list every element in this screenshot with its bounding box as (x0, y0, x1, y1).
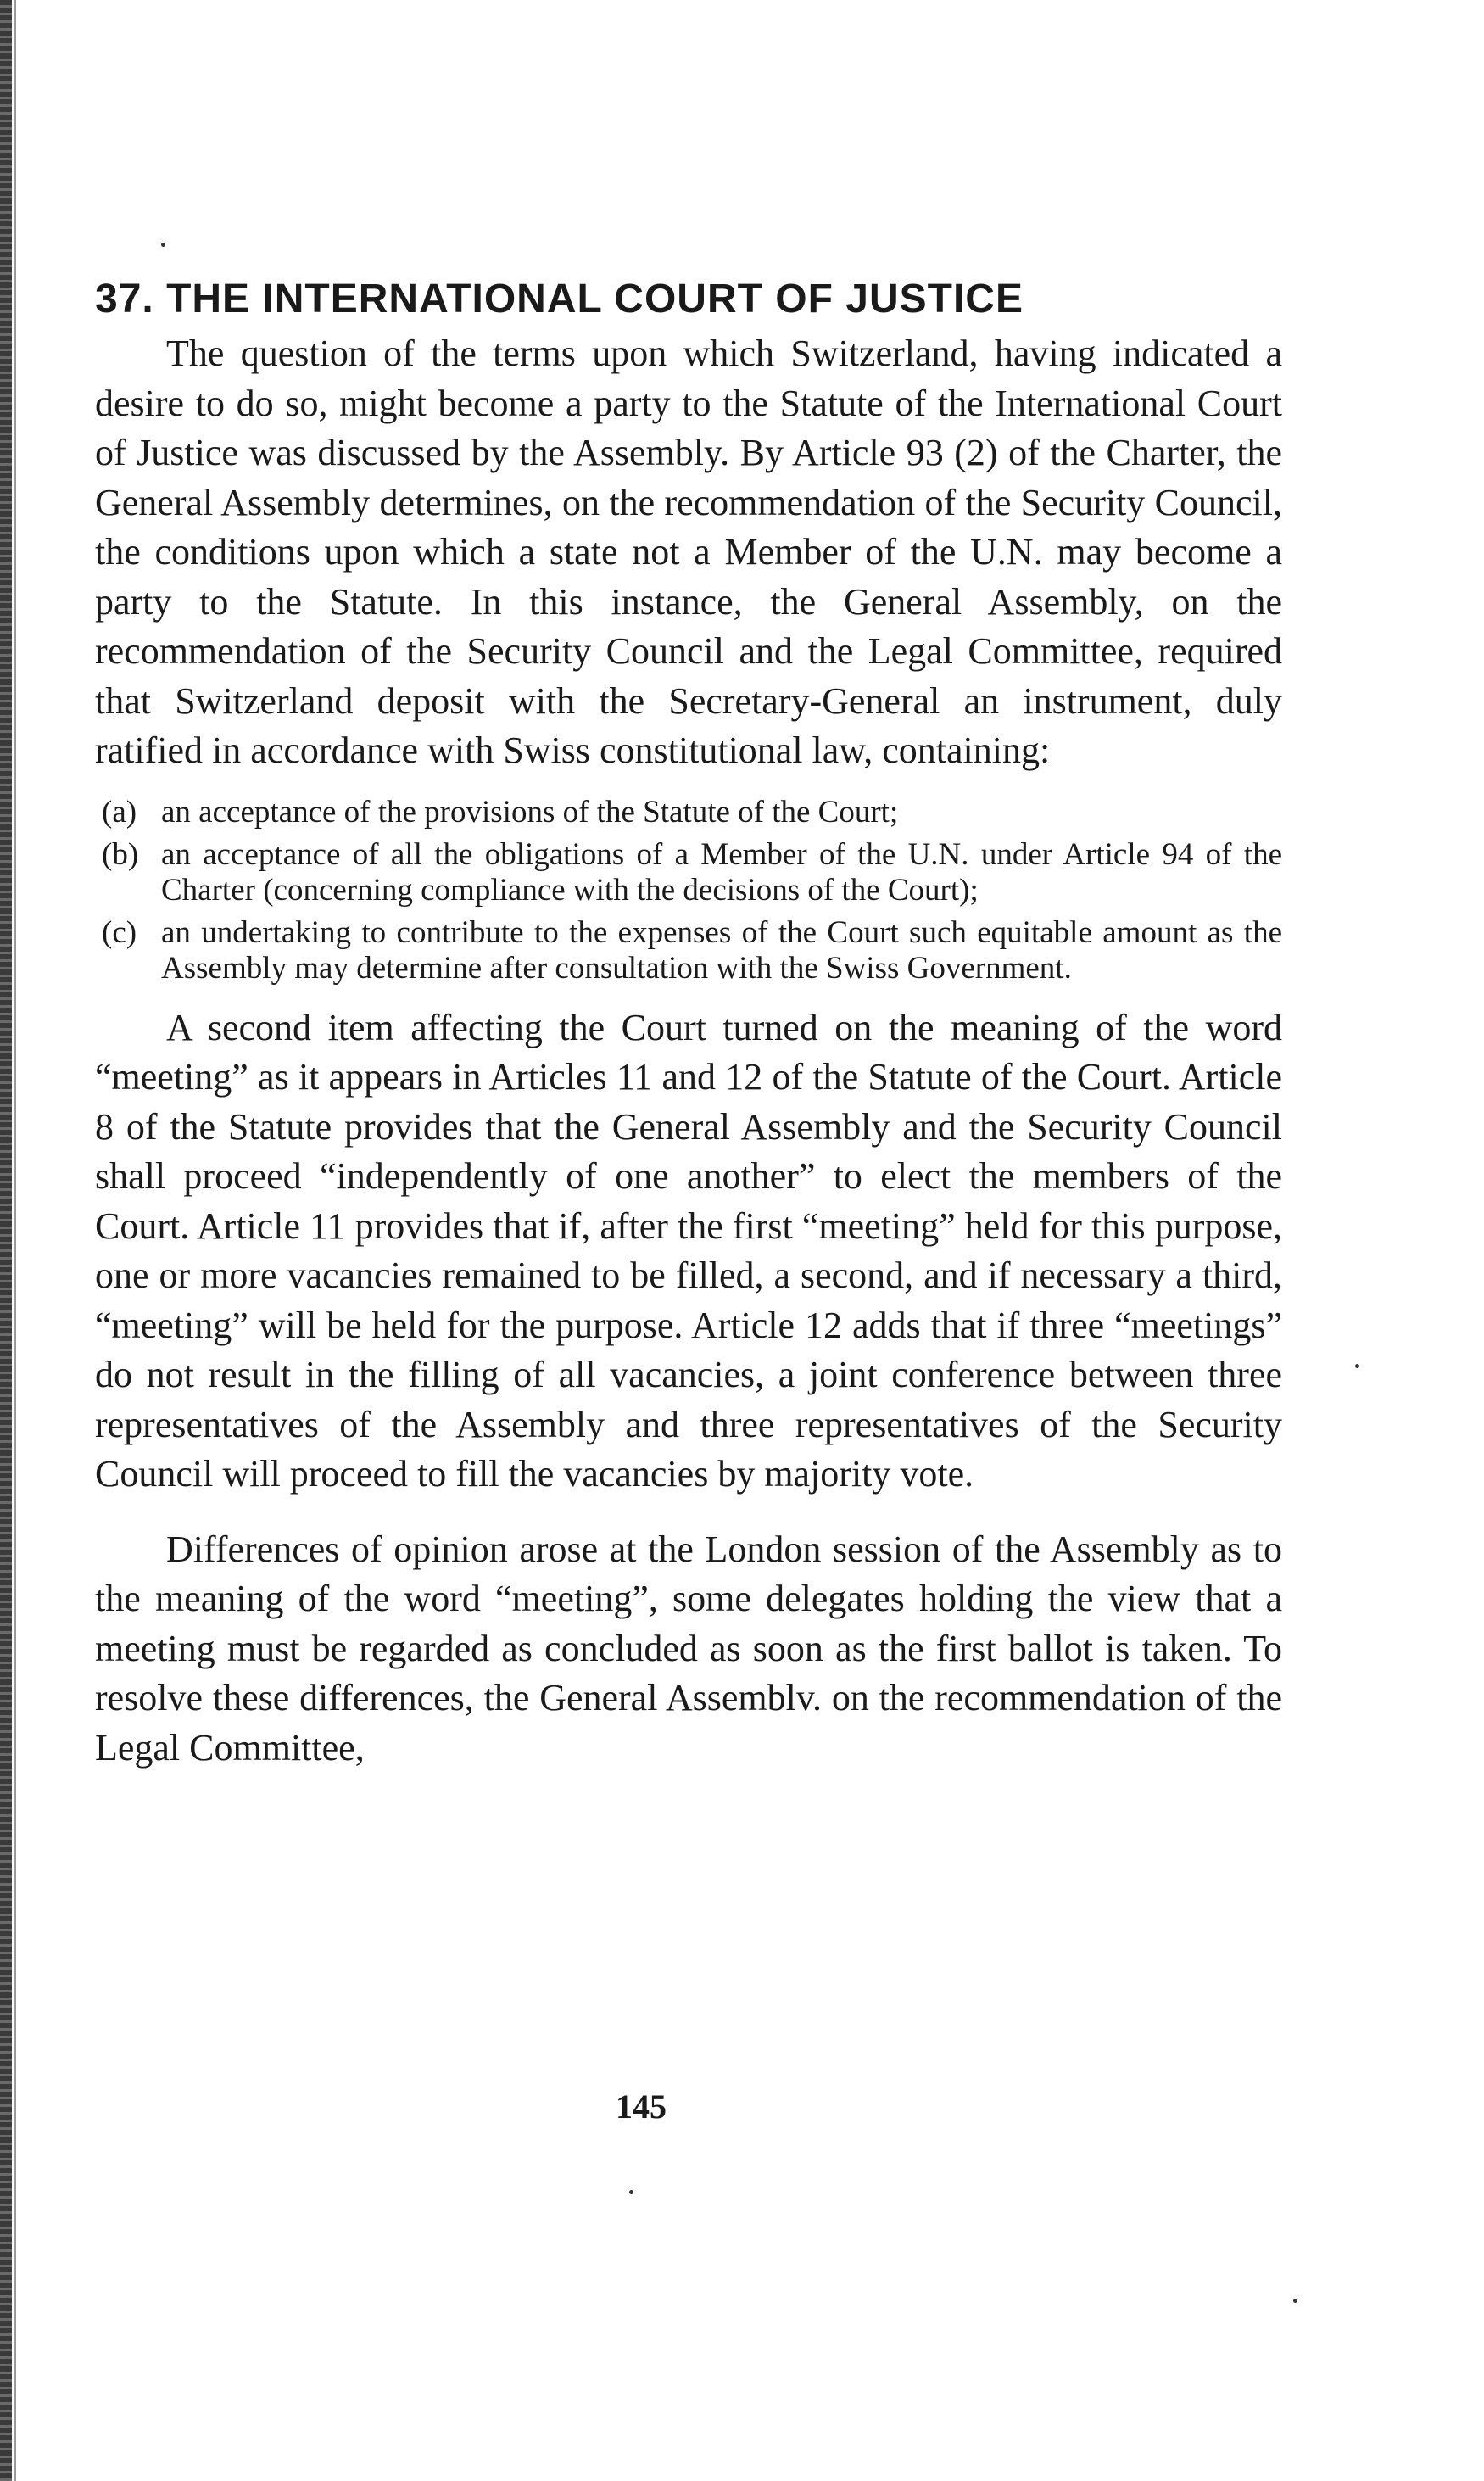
scan-speck (1293, 2299, 1297, 2303)
section-heading: 37. THE INTERNATIONAL COURT OF JUSTICE (95, 277, 1024, 321)
list-item (95, 795, 1282, 830)
list-item-text: an undertaking to contribute to the expenses of the Court such equitable amount as the Assembly may determine after consultation with the Swiss Government. (161, 914, 1282, 986)
conditions-list (95, 795, 1282, 986)
page-body (95, 270, 1282, 1773)
scan-speck (629, 2190, 633, 2194)
list-item-marker: (b) (102, 836, 139, 872)
scan-speck (161, 243, 165, 247)
list-item (95, 915, 1282, 986)
list-item-marker: (c) (102, 914, 137, 950)
scan-speck (1355, 1364, 1359, 1368)
list-item (95, 837, 1282, 908)
list-item-text: an acceptance of all the obligations of a Member of the U.N. under Article 94 of the Charter (concerning compliance with the decisions of the Court); (161, 836, 1282, 908)
list-item-text: an acceptance of the provisions of the Statute of the Court; (161, 794, 899, 830)
paragraph-meeting-definition: A second item affecting the Court turned on the meaning of the word “meeting” as it appears in Articles 11 and 12 of the Statute of the Court. Article 8 of the Statute provides that the General Assembly and the Security Council shall proceed “independently of one another” to elect the members of the Court. Article 11 provides that if, after the first “meeting” held for this purpose, one or more vacancies remained to be filled, a second, and if necessary a third, “meeting” will be held for the purpose. Article 12 adds that if three “meetings” do not result in the filling of all vacancies, a joint conference between three representatives of the Assembly and three representatives of the Security Council will proceed to fill the vacancies by majority vote. (95, 1006, 1282, 1495)
page-number: 145 (616, 2087, 667, 2126)
list-item-marker: (a) (102, 794, 137, 830)
paragraph-london-session: Differences of opinion arose at the London session of the Assembly as to the meaning of the word “meeting”, some delegates holding the view that a meeting must be regarded as concluded as soon as the first ballot is taken. To resolve these differences, the General Assemblv. on the recommendation of the Legal Committee, (95, 1528, 1282, 1769)
paragraph-switzerland-statute: The question of the terms upon which Switzerland, having indicated a desire to do so, might become a party to the Statute of the International Court of Justice was discussed by the Assembly. By Article 93 (2) of the Charter, the General Assembly determines, on the recommendation of the Security Council, the conditions upon which a state not a Member of the U.N. may become a party to the Statute. In this instance, the General Assembly, on the recommendation of the Security Council and the Legal Committee, required that Switzerland deposit with the Secretary-General an instrument, duly ratified in accordance with Swiss constitutional law, containing: (95, 332, 1282, 771)
